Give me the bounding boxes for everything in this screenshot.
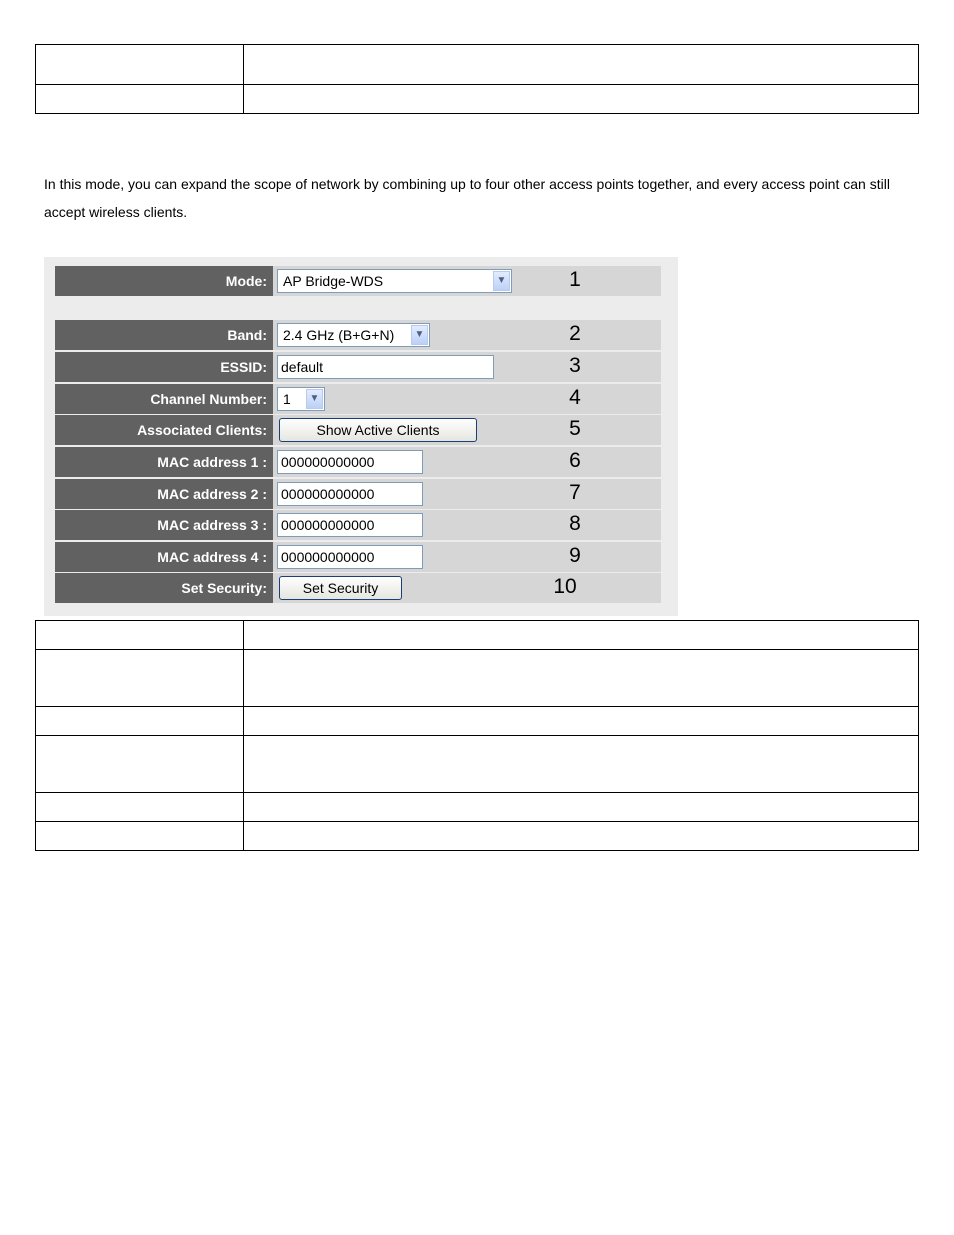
mode-row <box>55 266 661 296</box>
mac-address-3-label: MAC address 3 : <box>55 510 273 540</box>
channel-number: 4 <box>569 386 581 409</box>
mac-address-3-number: 8 <box>569 512 581 535</box>
set-security-number: 10 <box>553 575 577 598</box>
mac-address-1-input[interactable]: 000000000000 <box>277 450 423 474</box>
mac-address-4-number: 9 <box>569 544 581 567</box>
mac-address-1-number: 6 <box>569 449 581 472</box>
chevron-down-icon[interactable]: ▼ <box>306 389 323 409</box>
top-description-table <box>35 44 919 114</box>
table-row <box>36 85 919 114</box>
associated-clients-label: Associated Clients: <box>55 415 273 445</box>
mac-address-4-row <box>55 542 661 572</box>
table-row <box>36 707 919 736</box>
table-row <box>36 650 919 707</box>
mac-address-2-label: MAC address 2 : <box>55 479 273 509</box>
band-number: 2 <box>569 322 581 345</box>
channel-value: 1 <box>283 391 291 407</box>
set-security-row <box>55 573 661 603</box>
associated-clients-number: 5 <box>569 417 581 440</box>
show-active-clients-button[interactable]: Show Active Clients <box>279 418 477 442</box>
wds-settings-panel <box>44 257 678 616</box>
mac-address-3-input[interactable]: 000000000000 <box>277 513 423 537</box>
mac-address-2-input[interactable]: 000000000000 <box>277 482 423 506</box>
mode-number: 1 <box>569 268 581 291</box>
table-row <box>36 793 919 822</box>
band-select[interactable] <box>277 323 430 347</box>
chevron-down-icon[interactable]: ▼ <box>411 325 428 345</box>
mac-address-1-row <box>55 447 661 477</box>
mac-address-3-row <box>55 510 661 540</box>
band-row <box>55 320 661 350</box>
mode-select[interactable] <box>277 269 512 293</box>
intro-paragraph: In this mode, you can expand the scope of network by combining up to four other access points together, and every access point can still accept wireless clients. <box>44 176 890 220</box>
mode-value: AP Bridge-WDS <box>283 273 384 289</box>
bottom-description-table <box>35 620 919 851</box>
band-value: 2.4 GHz (B+G+N) <box>283 327 395 343</box>
associated-clients-row <box>55 415 661 445</box>
essid-number: 3 <box>569 354 581 377</box>
chevron-down-icon[interactable]: ▼ <box>493 271 510 291</box>
channel-select[interactable] <box>277 387 325 411</box>
channel-row <box>55 384 661 414</box>
table-row <box>36 45 919 85</box>
mac-address-2-row <box>55 479 661 509</box>
mac-address-4-label: MAC address 4 : <box>55 542 273 572</box>
mode-label: Mode: <box>55 266 273 296</box>
set-security-button[interactable]: Set Security <box>279 576 402 600</box>
table-row <box>36 621 919 650</box>
mac-address-4-input[interactable]: 000000000000 <box>277 545 423 569</box>
band-label: Band: <box>55 320 273 350</box>
set-security-label: Set Security: <box>55 573 273 603</box>
table-row <box>36 736 919 793</box>
essid-label: ESSID: <box>55 352 273 382</box>
essid-row <box>55 352 661 382</box>
channel-label: Channel Number: <box>55 384 273 414</box>
essid-input[interactable]: default <box>277 355 494 379</box>
mac-address-1-label: MAC address 1 : <box>55 447 273 477</box>
table-row <box>36 822 919 851</box>
mac-address-2-number: 7 <box>569 481 581 504</box>
